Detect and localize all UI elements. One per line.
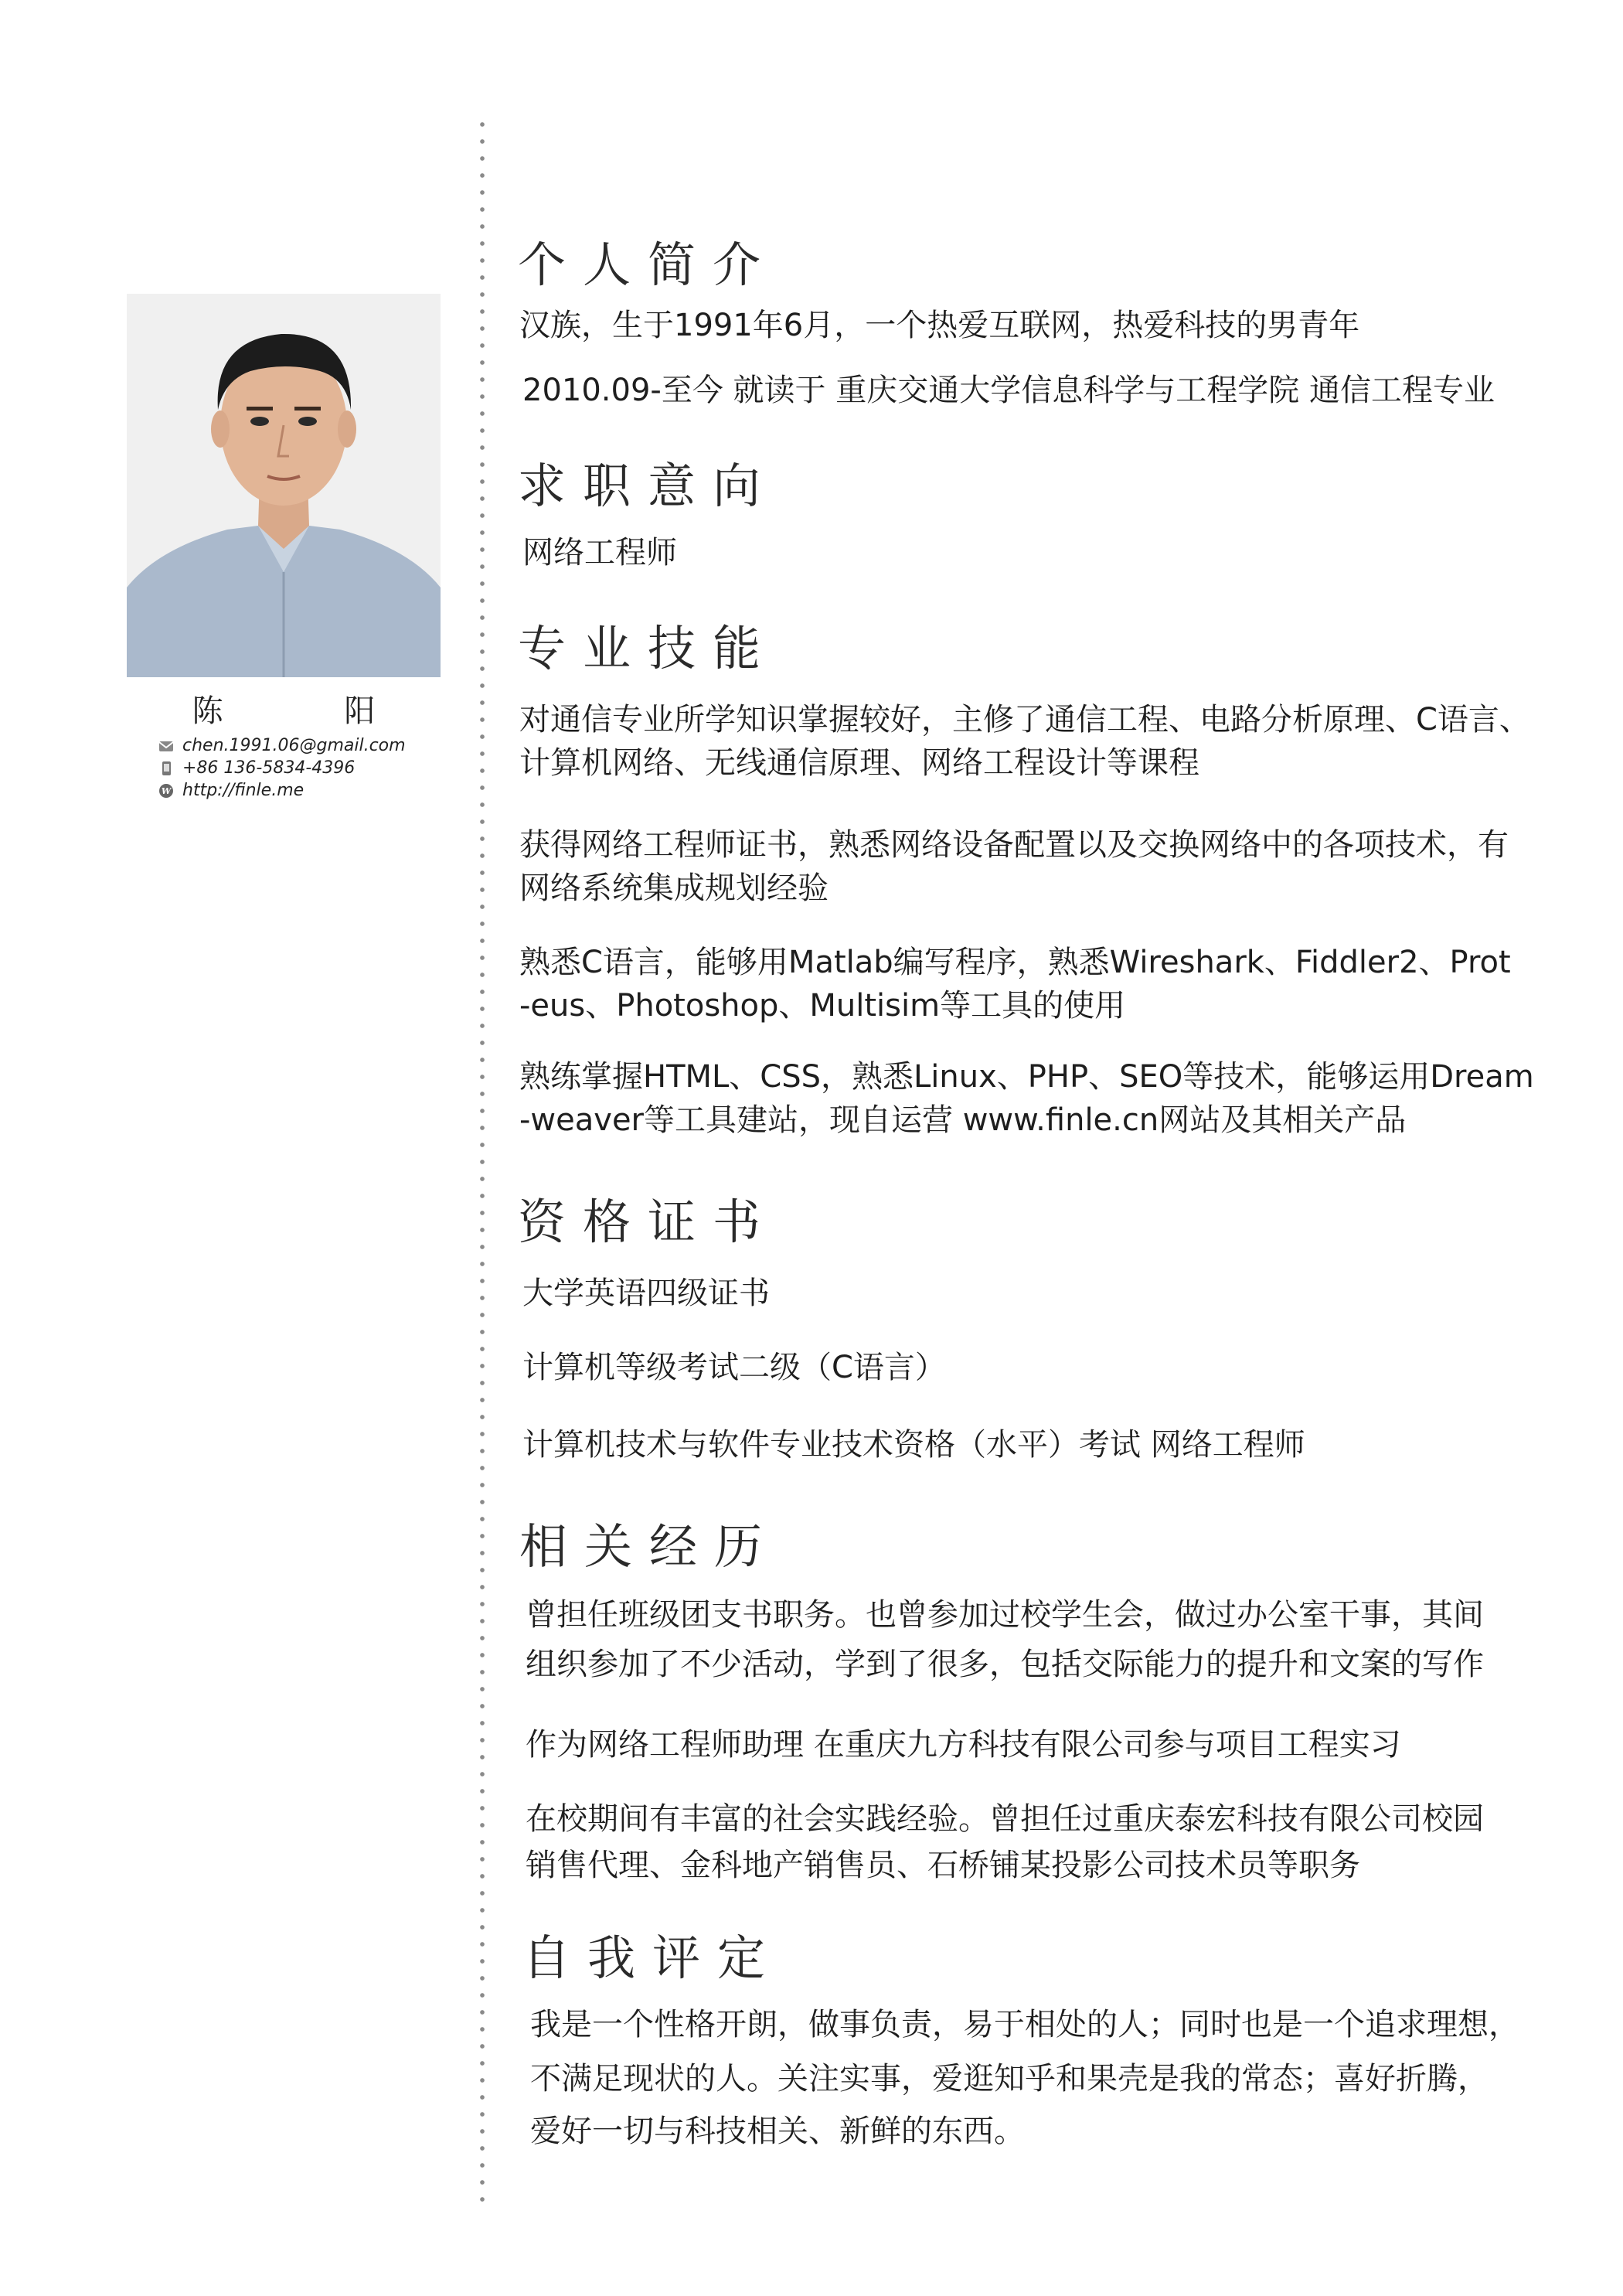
profile-photo [127, 294, 441, 677]
objective-line: 网络工程师 [522, 535, 677, 571]
intro-line: 2010.09-至今 就读于 重庆交通大学信息科学与工程学院 通信工程专业 [522, 373, 1495, 408]
section-title-intro: 个人简介 [518, 237, 778, 293]
svg-text:W: W [161, 785, 172, 796]
experience-line: 销售代理、金科地产销售员、石桥铺某投影公司技术员等职务 [526, 1848, 1360, 1883]
experience-line: 曾担任班级团支书职务。也曾参加过校学生会，做过办公室干事，其间 [526, 1597, 1484, 1633]
contact-phone-text: +86 136-5834-4396 [182, 758, 356, 778]
certificate-line: 计算机技术与软件专业技术资格（水平）考试 网络工程师 [522, 1427, 1305, 1463]
experience-line: 组织参加了不少活动，学到了很多，包括交际能力的提升和文案的写作 [526, 1647, 1484, 1682]
skills-line: -weaver等工具建站，现自运营 www.finle.cn网站及其相关产品 [519, 1102, 1407, 1138]
skills-line: 计算机网络、无线通信原理、网络工程设计等课程 [519, 745, 1199, 781]
contact-website[interactable] [158, 779, 406, 802]
experience-line: 在校期间有丰富的社会实践经验。曾担任过重庆泰宏科技有限公司校园 [526, 1801, 1484, 1837]
skills-line: 对通信专业所学知识掌握较好，主修了通信工程、电路分析原理、C语言、 [519, 702, 1530, 738]
contact-email[interactable] [158, 734, 406, 757]
skills-line: 网络系统集成规划经验 [519, 870, 829, 906]
skills-line: 熟练掌握HTML、CSS，熟悉Linux、PHP、SEO等技术，能够运用Dream [519, 1059, 1534, 1095]
contact-phone[interactable] [158, 757, 406, 779]
section-title-certificates: 资格证书 [518, 1194, 778, 1250]
contact-list [158, 734, 406, 802]
self-evaluation-line: 爱好一切与科技相关、新鲜的东西。 [530, 2114, 1025, 2149]
section-title-experience: 相关经历 [519, 1518, 780, 1575]
email-icon [158, 738, 175, 755]
experience-line: 作为网络工程师助理 在重庆九方科技有限公司参与项目工程实习 [526, 1727, 1401, 1763]
contact-email-text: chen.1991.06@gmail.com [182, 736, 406, 755]
section-title-objective: 求职意向 [518, 458, 778, 514]
section-title-skills: 专业技能 [518, 620, 778, 676]
section-title-self-evaluation: 自我评定 [522, 1930, 783, 1986]
skills-line: 获得网络工程师证书，熟悉网络设备配置以及交换网络中的各项技术，有 [519, 827, 1509, 863]
self-evaluation-line: 不满足现状的人。关注实事，爱逛知乎和果壳是我的常态；喜好折腾， [530, 2061, 1489, 2097]
self-evaluation-line: 我是一个性格开朗，做事负责，易于相处的人；同时也是一个追求理想， [530, 2007, 1519, 2042]
profile-name: 陈 阳 [192, 693, 431, 729]
certificate-line: 大学英语四级证书 [522, 1276, 770, 1311]
contact-website-text: http://finle.me [182, 781, 305, 800]
intro-line: 汉族，生于1991年6月，一个热爱互联网，热爱科技的男青年 [519, 308, 1360, 343]
skills-line: 熟悉C语言，能够用Matlab编写程序，熟悉Wireshark、Fiddler2、Prot [519, 945, 1511, 980]
skills-line: -eus、Photoshop、Multisim等工具的使用 [519, 988, 1126, 1024]
wordpress-icon [158, 782, 175, 799]
certificate-line: 计算机等级考试二级（C语言） [522, 1350, 946, 1385]
phone-icon [158, 760, 175, 777]
dotted-divider [480, 116, 485, 2203]
